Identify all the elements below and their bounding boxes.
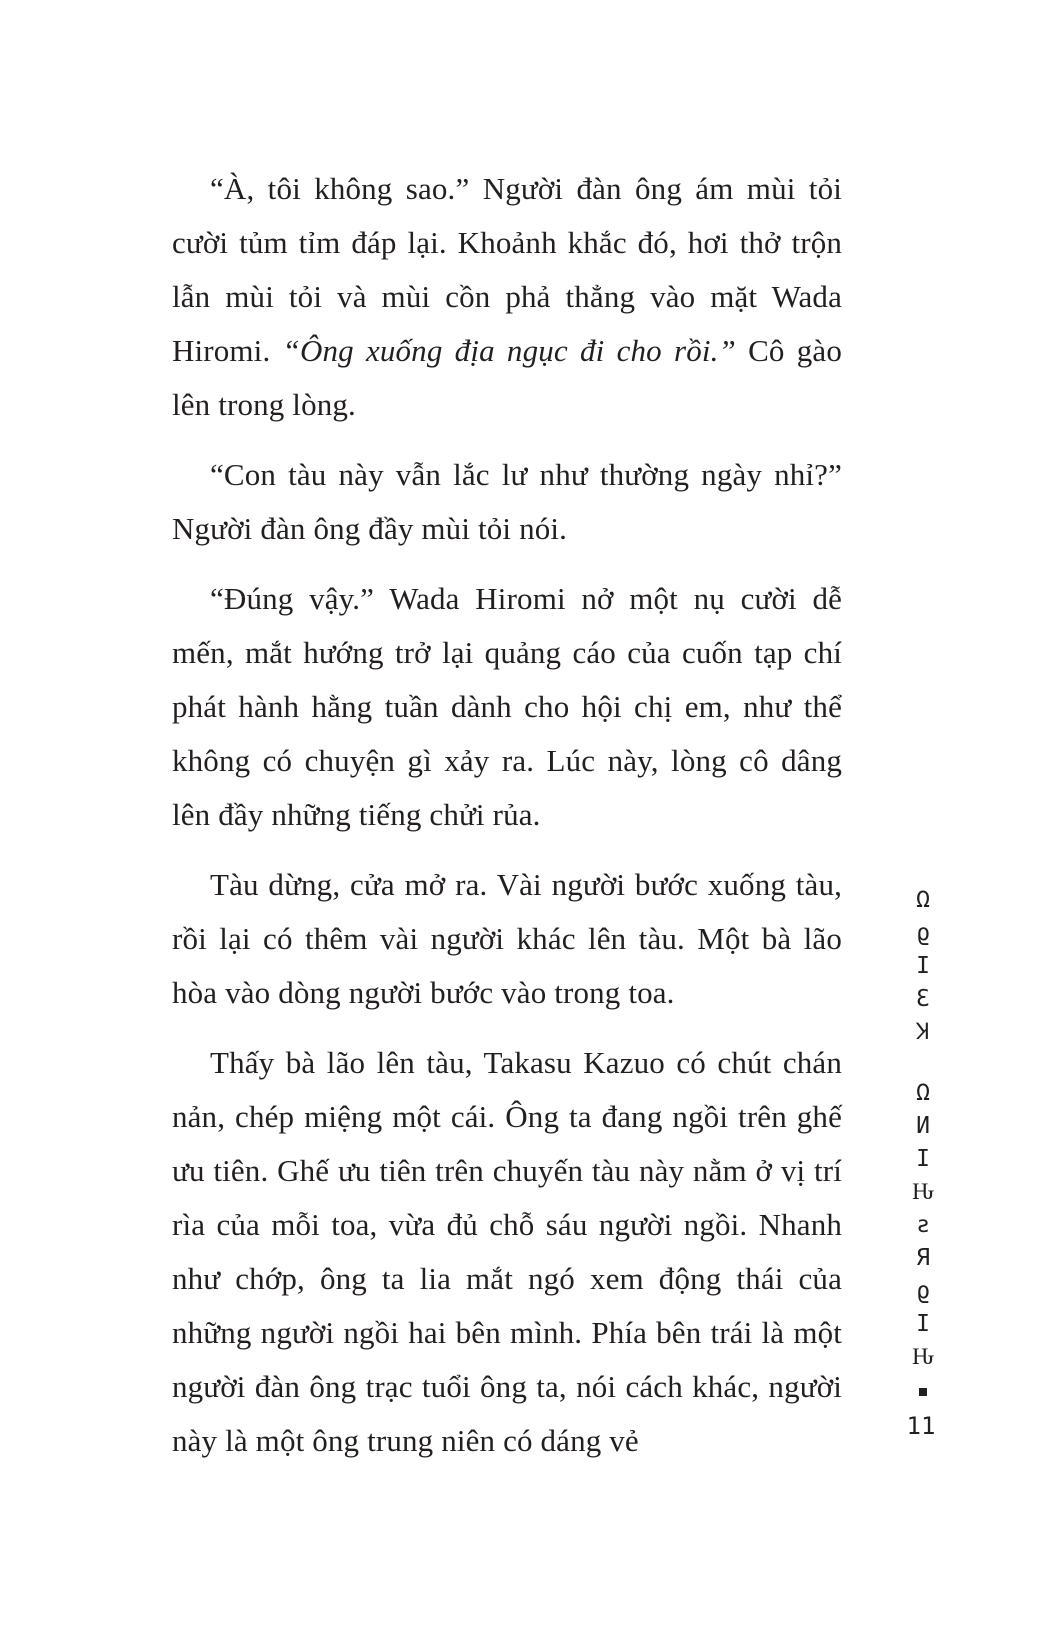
- separator-dot: [919, 1388, 927, 1396]
- running-title-glyph: ϱ: [916, 920, 930, 946]
- paragraph-2: [172, 448, 842, 556]
- running-title-glyph: I: [916, 1311, 930, 1337]
- running-title-glyph: Ω: [916, 887, 930, 913]
- paragraph-5-text: Thấy bà lão lên tàu, Takasu Kazuo có chút chán nản, chép miệng một cái. Ông ta đang ngồi trên ghế ưu tiên. Ghế ưu tiên trên chuyến tàu này nằm ở vị trí rìa của mỗi toa, vừa đủ chỗ sáu người ngồi. Nhanh như chớp, ông ta lia mắt ngó xem động thái của những người ngồi hai bên mình. Phía bên trái là một người đàn ông trạc tuổi ông ta, nói cách khác, người này là một ông trung niên có dáng vẻ: [172, 1045, 842, 1458]
- running-title: [898, 884, 948, 1410]
- paragraph-5: [172, 1036, 842, 1468]
- body-text: [172, 162, 842, 1484]
- running-title-glyph: И: [916, 1113, 930, 1139]
- paragraph-4: [172, 858, 842, 1020]
- running-title-glyph: Ԋ: [912, 1179, 934, 1205]
- running-title-glyph: I: [916, 1146, 930, 1172]
- paragraph-1: [172, 162, 842, 432]
- paragraph-4-text: Tàu dừng, cửa mở ra. Vài người bước xuống tàu, rồi lại có thêm vài người khác lên tàu. Một bà lão hòa vào dòng người bước vào trong toa.: [172, 867, 842, 1010]
- running-title-glyph: Ɛ: [916, 986, 930, 1012]
- running-title-glyph: Ʞ: [915, 1019, 931, 1045]
- running-title-glyph: Ω: [916, 1080, 930, 1106]
- running-title-glyph: Я: [916, 1245, 930, 1271]
- running-title-glyph: ƨ: [916, 1212, 930, 1238]
- paragraph-1-italic-thought: “Ông xuống địa ngục đi cho rồi.”: [282, 333, 736, 368]
- paragraph-1-part-1: “À, tôi không sao.” Người đàn ông ám mùi tỏi cười tủm tỉm đáp lại. Khoảnh khắc đó, hơi thở trộn lẫn mùi tỏi và mùi cồn phả thẳng vào mặt Wada Hiromi.: [172, 171, 842, 368]
- paragraph-1-part-3: Cô gào lên trong lòng.: [172, 333, 842, 422]
- running-title-glyph: Ԋ: [912, 1344, 934, 1370]
- running-title-glyph: ϱ: [916, 1278, 930, 1304]
- paragraph-3: [172, 572, 842, 842]
- paragraph-2-text: “Con tàu này vẫn lắc lư như thường ngày nhỉ?” Người đàn ông đầy mùi tỏi nói.: [172, 457, 842, 546]
- page-number: 11: [906, 1412, 936, 1440]
- paragraph-3-text: “Đúng vậy.” Wada Hiromi nở một nụ cười dễ mến, mắt hướng trở lại quảng cáo của cuốn tạp chí phát hành hằng tuần dành cho hội chị em, như thể không có chuyện gì xảy ra. Lúc này, lòng cô dâng lên đầy những tiếng chửi rủa.: [172, 581, 842, 832]
- running-title-glyph: I: [916, 953, 930, 979]
